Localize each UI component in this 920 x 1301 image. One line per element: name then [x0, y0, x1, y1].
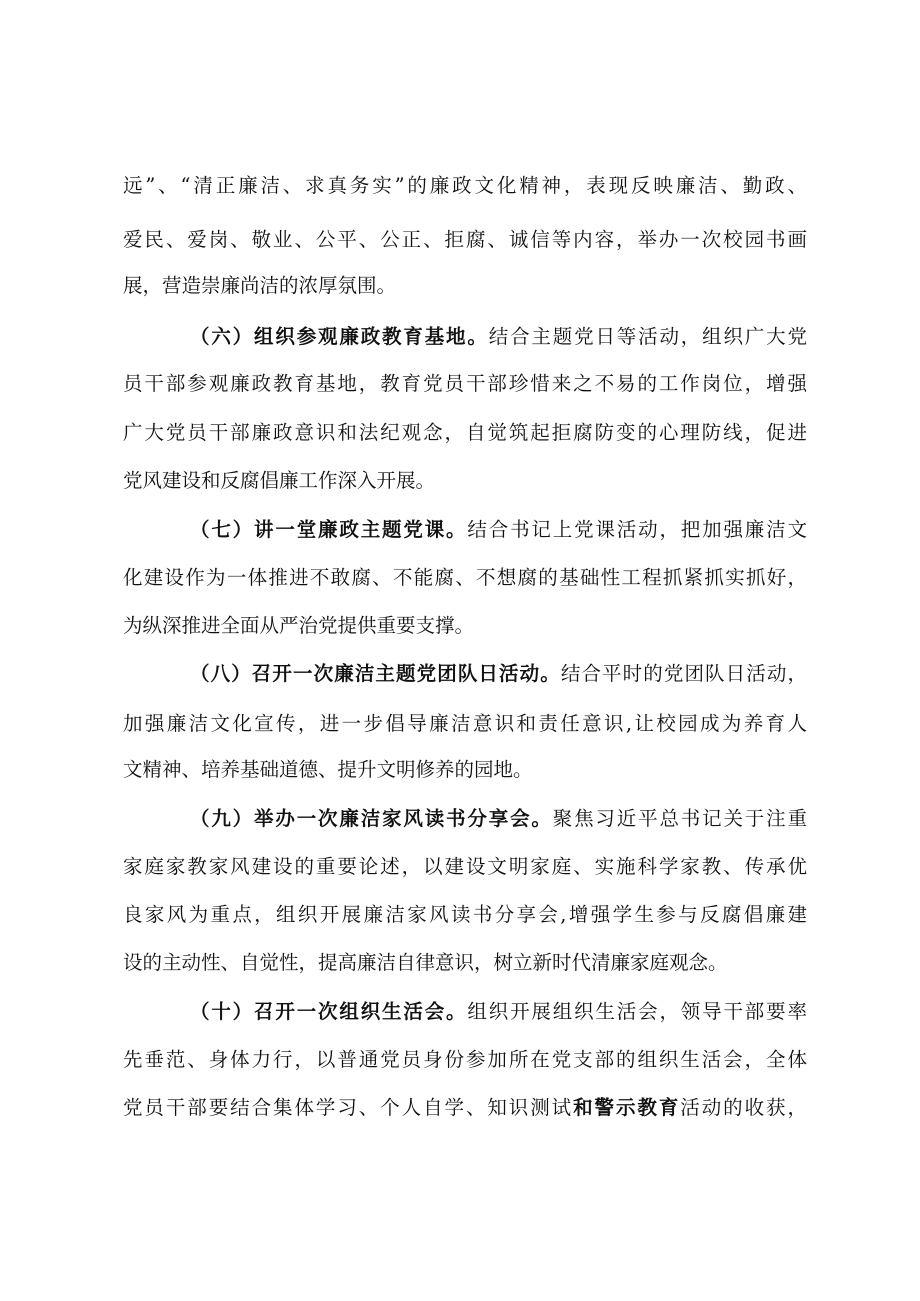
paragraph-3-line-2: 化建设作为一体推进不敢腐、不能腐、不想腐的基础性工程抓紧抓实抓好， — [123, 566, 807, 589]
paragraph-4-line-3: 文精神、培养基础道德、提升文明修养的园地。 — [123, 758, 533, 781]
paragraph-1-line-2: 爱民、爱岗、敬业、公平、公正、拒腐、诚信等内容，举办一次校园书画 — [123, 228, 807, 251]
paragraph-2-line-3: 广大党员干部廉政意识和法纪观念，自觉筑起拒腐防变的心理防线，促进 — [123, 421, 807, 444]
paragraph-3-line-3: 为纵深推进全面从严治党提供重要支撑。 — [123, 614, 475, 637]
section-heading-7: （七）讲一堂廉政主题党课。 — [190, 518, 468, 541]
paragraph-2-line-2: 员干部参观廉政教育基地，教育党员干部珍惜来之不易的工作岗位，增强 — [123, 372, 807, 395]
paragraph-1-line-1: 远”、“清正廉洁、求真务实”的廉政文化精神，表现反映廉洁、勤政、 — [123, 174, 807, 197]
paragraph-4-line-1-text: 结合平时的党团队日活动， — [560, 662, 807, 685]
paragraph-4-line-1 — [190, 656, 807, 692]
section-heading-9: （九）举办一次廉洁家风读书分享会。 — [190, 807, 553, 830]
paragraph-6-line-1 — [190, 994, 807, 1030]
paragraph-5-line-4: 设的主动性、自觉性，提高廉洁自律意识，树立新时代清廉家庭观念。 — [123, 951, 728, 974]
paragraph-6-line-3 — [123, 1090, 807, 1126]
paragraph-6-line-3-pre: 党员干部要结合集体学习、个人自学、知识测试 — [123, 1096, 574, 1119]
paragraph-2-line-4: 党风建设和反腐倡廉工作深入开展。 — [123, 469, 436, 492]
paragraph-3-line-1-text: 结合书记上党课活动，把加强廉洁文 — [467, 518, 807, 541]
paragraph-5-line-2: 家庭家教家风建设的重要论述，以建设文明家庭、实施科学家教、传承优 — [123, 855, 807, 878]
paragraph-6-line-3-post: 活动的收获， — [680, 1096, 807, 1119]
section-heading-10: （十）召开一次组织生活会。 — [190, 1000, 468, 1023]
section-heading-8: （八）召开一次廉洁主题党团队日活动。 — [190, 662, 561, 685]
paragraph-4-line-2: 加强廉洁文化宣传，进一步倡导廉洁意识和责任意识,让校园成为养育人 — [123, 712, 807, 735]
paragraph-6-line-1-text: 组织开展组织生活会，领导干部要率 — [467, 1000, 807, 1023]
paragraph-2-line-1-text: 结合主题党日等活动，组织广大党 — [488, 325, 807, 348]
paragraph-2-line-1 — [190, 319, 807, 355]
paragraph-5-line-3: 良家风为重点，组织开展廉洁家风读书分享会,增强学生参与反腐倡廉建 — [123, 903, 807, 926]
paragraph-5-line-1 — [190, 801, 807, 837]
paragraph-6-line-2: 先垂范、身体力行，以普通党员身份参加所在党支部的组织生活会，全体 — [123, 1048, 807, 1071]
section-heading-6: （六）组织参观廉政教育基地。 — [190, 325, 489, 348]
paragraph-6-line-3-bold: 和警示教育 — [573, 1096, 681, 1119]
paragraph-5-line-1-text: 聚焦习近平总书记关于注重 — [552, 807, 807, 830]
paragraph-1-line-3: 展，营造崇廉尚洁的浓厚氛围。 — [123, 274, 397, 297]
paragraph-3-line-1 — [190, 512, 807, 548]
